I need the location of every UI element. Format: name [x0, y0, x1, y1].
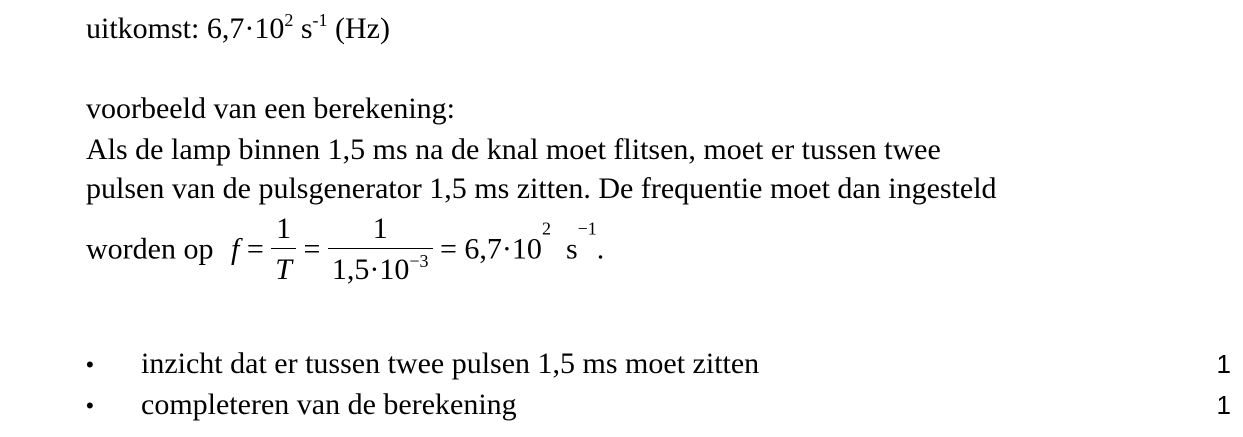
- fraction-1-over-T: [271, 212, 296, 287]
- criterion-text: inzicht dat er tussen twee pulsen 1,5 ms moet zitten: [141, 347, 760, 380]
- formula-result-exponent: 2: [541, 218, 551, 239]
- formula-eq-2: =: [295, 232, 328, 266]
- bullet-icon: •: [86, 393, 94, 418]
- fraction-2-numerator: 1: [328, 212, 433, 249]
- formula-line: [86, 212, 604, 287]
- fraction-1-numerator: 1: [271, 212, 296, 249]
- result-unit-exponent: -1: [312, 10, 328, 30]
- formula-result-unit: s: [550, 232, 578, 266]
- criterion-text: completeren van de berekening: [141, 388, 517, 421]
- example-paragraph-line-2: pulsen van de pulsgenerator 1,5 ms zitten. De frequentie moet dan ingesteld: [86, 172, 997, 205]
- formula-eq-1: =: [239, 232, 272, 266]
- fraction-2: [328, 212, 433, 287]
- result-unit-suffix: (Hz): [327, 12, 390, 45]
- fraction-2-denominator-base: 1,5·10: [331, 253, 410, 286]
- result-exponent: 2: [284, 10, 294, 30]
- criterion-score: 1: [1216, 390, 1231, 420]
- formula-prefix: worden op: [86, 232, 214, 266]
- formula-eq-3: = 6,7·10: [432, 232, 542, 266]
- criterion-score: 1: [1216, 349, 1231, 379]
- result-line: [86, 12, 390, 46]
- formula-f: f: [230, 232, 240, 266]
- result-unit: s: [293, 12, 313, 45]
- fraction-2-denominator-exponent: −3: [409, 251, 429, 271]
- example-heading: voorbeeld van een berekening:: [86, 92, 456, 125]
- formula-result-unit-exponent: −1: [577, 218, 597, 239]
- result-label: uitkomst: 6,7·10: [86, 12, 285, 45]
- formula-period: .: [596, 232, 605, 266]
- bullet-icon: •: [86, 352, 94, 377]
- fraction-1-denominator: T: [275, 253, 292, 286]
- fraction-2-denominator: [328, 249, 433, 287]
- example-paragraph-line-1: Als de lamp binnen 1,5 ms na de knal moet flitsen, moet er tussen twee: [86, 133, 941, 166]
